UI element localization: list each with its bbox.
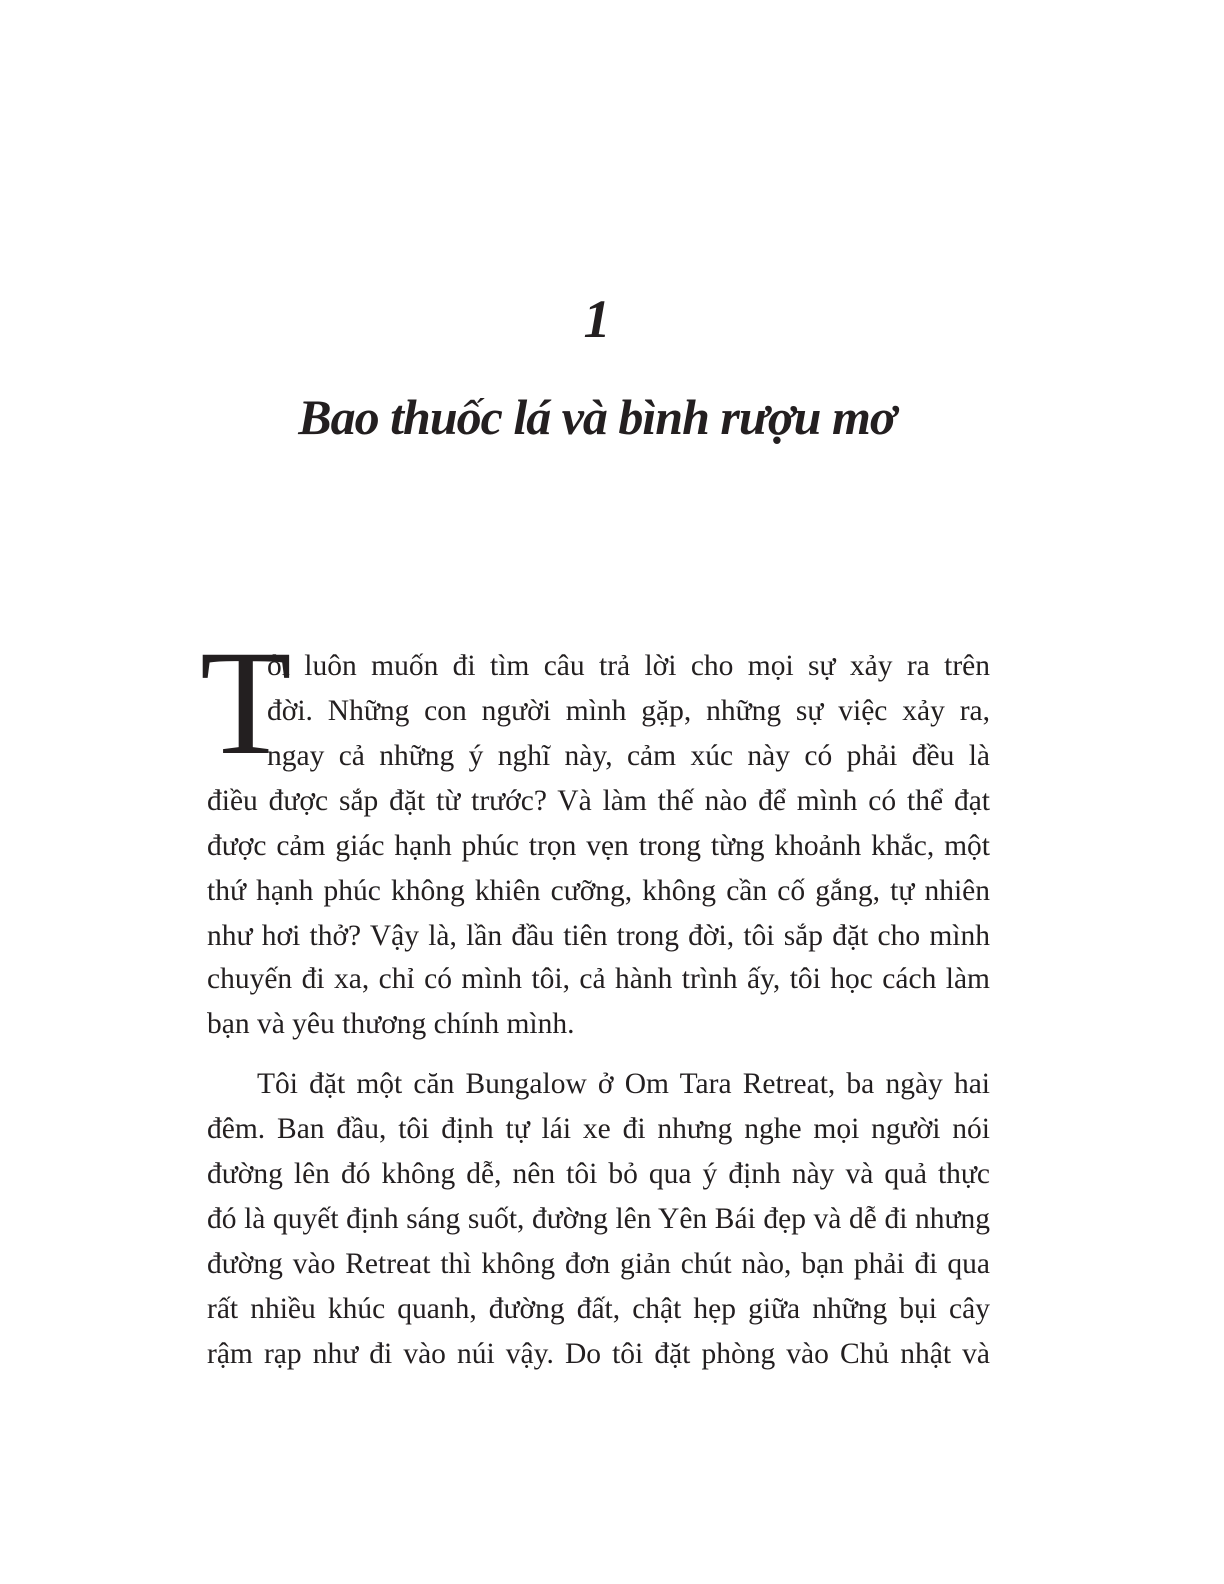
text-line: chuyến đi xa, chỉ có mình tôi, cả hành trình ấy, tôi học cách làm — [207, 963, 990, 995]
drop-cap: T — [200, 620, 292, 786]
text-line: bạn và yêu thương chính mình. — [207, 1008, 575, 1040]
text-line: thứ hạnh phúc không khiên cưỡng, không cần cố gắng, tự nhiên — [207, 875, 990, 907]
text-line: rất nhiều khúc quanh, đường đất, chật hẹp giữa những bụi cây — [207, 1293, 990, 1325]
text-line: đường lên đó không dễ, nên tôi bỏ qua ý định này và quả thực — [207, 1158, 990, 1190]
text-line: đêm. Ban đầu, tôi định tự lái xe đi nhưng nghe mọi người nói — [207, 1113, 990, 1145]
text-line: đường vào Retreat thì không đơn giản chút nào, bạn phải đi qua — [207, 1248, 990, 1280]
text-line: điều được sắp đặt từ trước? Và làm thế nào để mình có thể đạt — [207, 785, 990, 817]
text-line: đời. Những con người mình gặp, những sự việc xảy ra, — [267, 695, 990, 727]
chapter-number: 1 — [583, 289, 611, 349]
text-line: ôi luôn muốn đi tìm câu trả lời cho mọi sự xảy ra trên — [267, 650, 990, 682]
text-line: Tôi đặt một căn Bungalow ở Om Tara Retreat, ba ngày hai — [257, 1068, 990, 1100]
text-line: ngay cả những ý nghĩ này, cảm xúc này có phải đều là — [267, 740, 990, 772]
chapter-title: Bao thuốc lá và bình rượu mơ — [298, 389, 896, 445]
text-line: rậm rạp như đi vào núi vậy. Do tôi đặt phòng vào Chủ nhật và — [207, 1338, 990, 1370]
text-line: được cảm giác hạnh phúc trọn vẹn trong từng khoảnh khắc, một — [207, 830, 990, 862]
text-line: như hơi thở? Vậy là, lần đầu tiên trong đời, tôi sắp đặt cho mình — [207, 920, 990, 952]
text-line: đó là quyết định sáng suốt, đường lên Yên Bái đẹp và dễ đi nhưng — [207, 1203, 990, 1235]
